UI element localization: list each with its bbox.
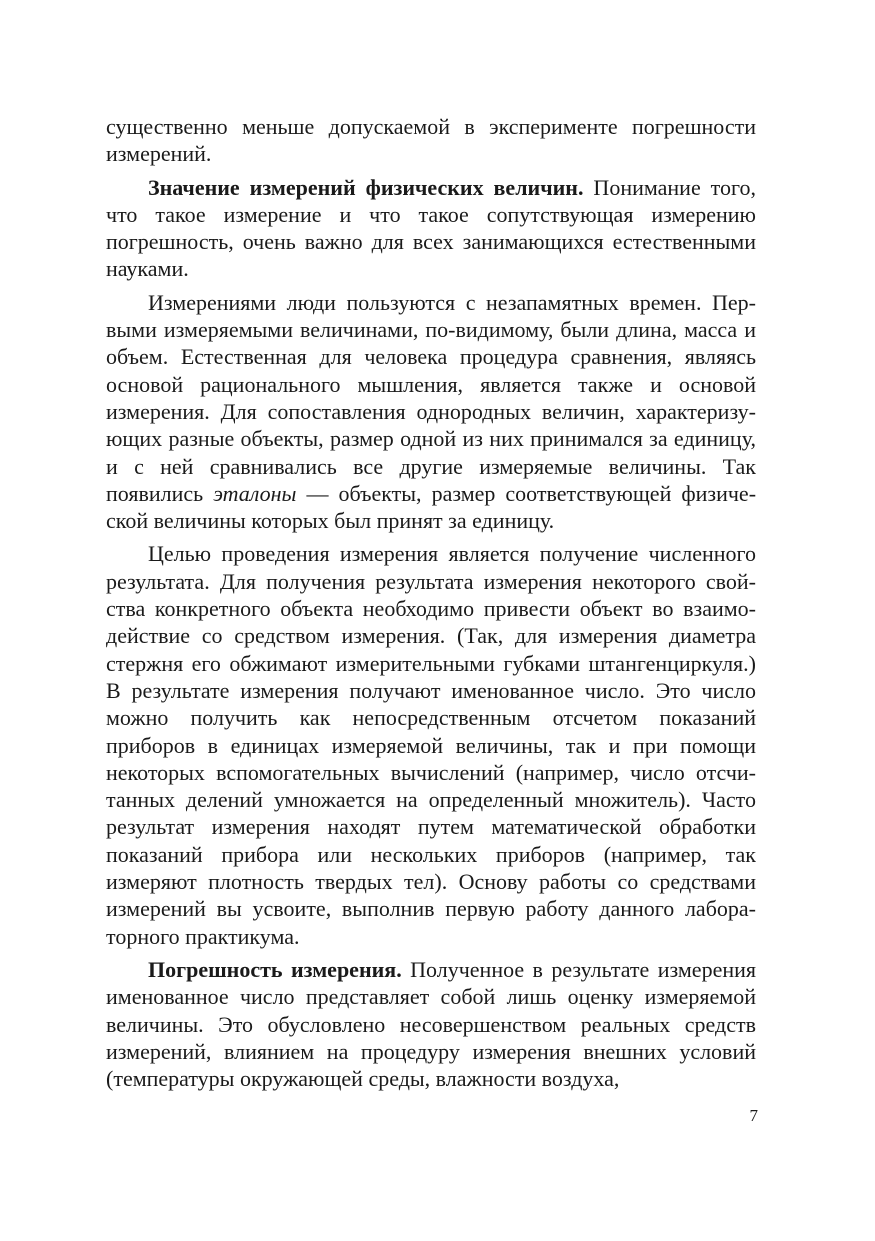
paragraph-text: Понимание того, что такое измерение и что такое сопутствующая измерению погрешность, очень важно для всех занимающихся естественными науками.	[106, 174, 756, 282]
paragraph-continuation	[106, 113, 756, 168]
paragraph-text: Целью проведения измерения является получение численного результата. Для получения результата измерения некоторого свойства конкретного объекта необходимо привести объект во взаимодействие со средством измерения. (Так, для измерения диаметра стержня его обжимают измерительными губками штангенциркуля.) В результате измерения получают именованное число. Это число можно получить как непосредственным отсчетом показаний приборов в единицах измеряемой величины, так и при помощи некоторых вспомогательных вычислений (например, число отсчитанных делений умножается на определенный множитель). Часто результат измерения находят путем математической обработки показаний прибора или нескольких приборов (например, так измеряют плотность твердых тел). Основу работы со средствами измерений вы усвоите, выполнив первую работу данного лабораторного практикума.	[106, 541, 756, 949]
section-heading-measurement-significance: Значение измерений физических величин.	[148, 174, 584, 200]
paragraph-measurement-significance	[106, 174, 756, 283]
paragraph-text: Измерениями люди пользуются с незапамятных времен. Первыми измеряемыми величинами, по-видимому, были длина, масса и объем. Естественная для человека процедура сравнения, являясь основой рационального мышления, является также и основой измерения. Для сопоставления однородных величин, характеризующих разные объекты, размер одной из них принимался за единицу, и с ней сравнивались все другие измеряемые величины. Так появились	[106, 289, 756, 506]
paragraph-measurement-goal	[106, 540, 756, 949]
paragraph-text: Полученное в результате измерения именованное число представляет собой лишь оценку измеряемой величины. Это обусловлено несовершенством реальных средств измерений, влиянием на процедуру измерения внешних условий (температуры окружающей среды, влажности воздуха,	[106, 956, 756, 1092]
section-heading-measurement-error: Погрешность измерения.	[148, 956, 402, 982]
paragraph-text: существенно меньше допускаемой в эксперименте погрешности измерений.	[106, 114, 756, 167]
paragraph-history-of-measurement	[106, 289, 756, 535]
page-text-body	[106, 113, 756, 1098]
page-number: 7	[749, 1106, 758, 1125]
italic-term-standards: эталоны	[213, 480, 297, 506]
paragraph-measurement-error	[106, 956, 756, 1092]
paragraph-text: — объекты, размер соответствующей физической величины которых был принят за единицу.	[106, 480, 757, 534]
